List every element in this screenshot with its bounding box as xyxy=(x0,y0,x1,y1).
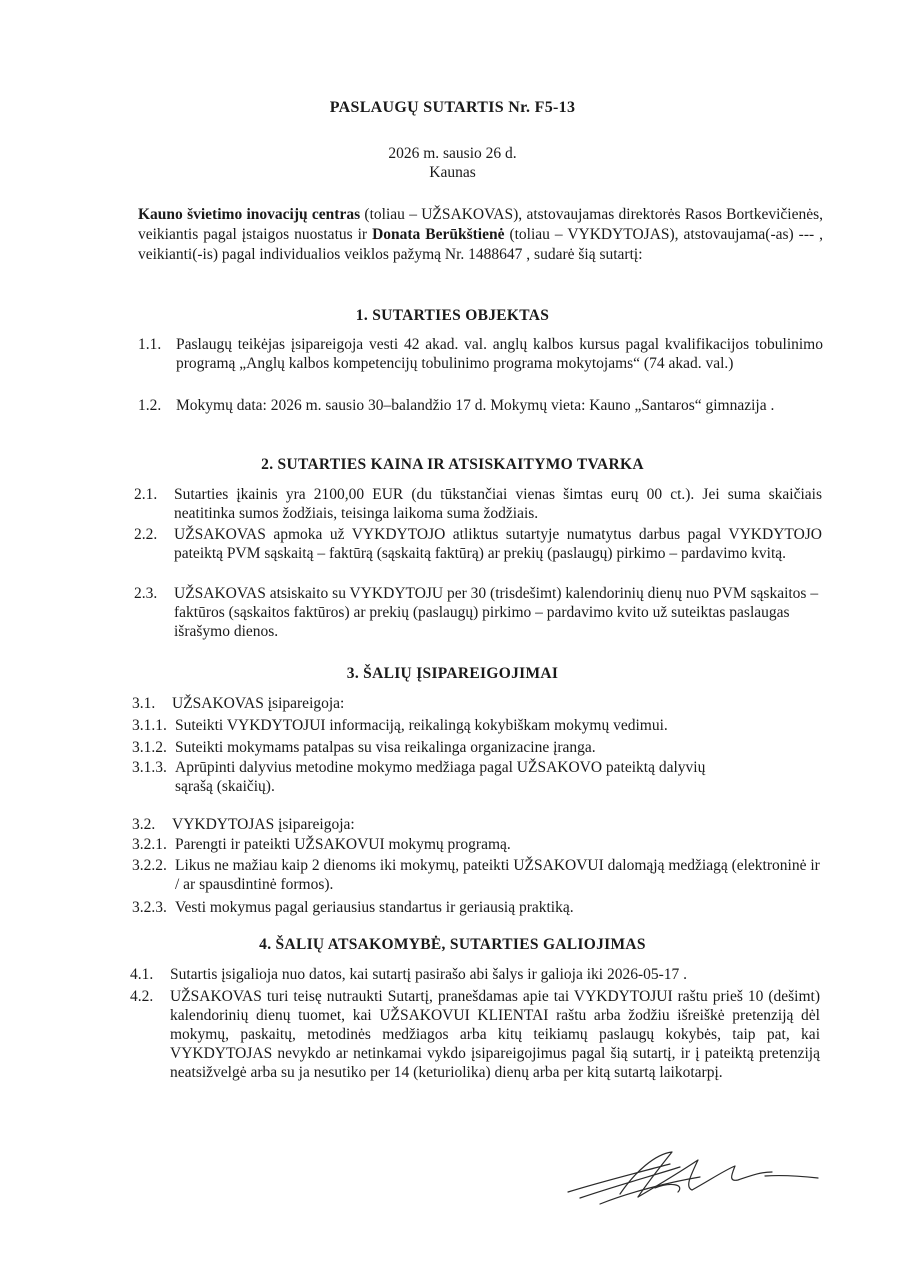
clause-text: UŽSAKOVAS atsiskaito su VYKDYTOJU per 30 (trisdešimt) kalendorinių dienų nuo PVM sąskaitos – faktūros (sąskaitos faktūros) ar prekių (paslaugų) pirkimo – pardavimo kvito už suteiktas paslaugas išrašymo dienos. xyxy=(174,585,819,640)
clause-3-1-2 xyxy=(132,738,822,757)
party1-name: Kauno švietimo inovacijų centras xyxy=(138,206,361,223)
clause-number: 1.1. xyxy=(138,336,162,353)
clause-text: UŽSAKOVAS įsipareigoja: xyxy=(172,695,345,712)
clause-3-2-2 xyxy=(132,856,822,894)
section-4-heading: 4. ŠALIŲ ATSAKOMYBĖ, SUTARTIES GALIOJIMAS xyxy=(259,936,646,953)
clause-3-1-3 xyxy=(132,758,822,796)
clause-number: 3.1. xyxy=(132,695,156,712)
clause-number: 4.1. xyxy=(130,966,154,983)
clause-2-2 xyxy=(134,525,822,563)
clause-text: Mokymų data: 2026 m. sausio 30–balandžio 17 d. Mokymų vieta: Kauno „Santaros“ gimnazija . xyxy=(176,397,775,414)
intro-text-2: (toliau – VYKDYTOJAS), atstovaujama(-as) --- , veikianti(-is) pagal individualios veiklos pažymą Nr. 1488647 , sudarė šią sutartį: xyxy=(138,226,823,263)
clause-text: Suteikti VYKDYTOJUI informaciją, reikalingą kokybiškam mokymų vedimui. xyxy=(175,717,668,734)
clause-text: UŽSAKOVAS apmoka už VYKDYTOJO atliktus sutartyje numatytus darbus pagal VYKDYTOJO pateiktą PVM sąskaitą – faktūrą (sąskaitą faktūrą) ar prekių (paslaugų) pirkimo – pardavimo kvitą. xyxy=(174,526,822,562)
clause-4-1 xyxy=(130,965,820,984)
clause-number: 3.1.3. xyxy=(132,759,167,776)
clause-text: Sutartis įsigalioja nuo datos, kai sutartį pasirašo abi šalys ir galioja iki 2026-05-17 . xyxy=(170,966,688,983)
clause-number: 2.3. xyxy=(134,585,158,602)
section-1-heading: 1. SUTARTIES OBJEKTAS xyxy=(355,307,550,324)
section-3-heading: 3. ŠALIŲ ĮSIPAREIGOJIMAI xyxy=(346,665,559,682)
clause-text: Parengti ir pateikti UŽSAKOVUI mokymų programą. xyxy=(175,836,511,853)
clause-3-2-3 xyxy=(132,898,822,917)
clause-text: Vesti mokymus pagal geriausius standartus ir geriausią praktiką. xyxy=(175,899,574,916)
clause-2-3 xyxy=(134,584,822,641)
clause-number: 3.2.2. xyxy=(132,857,167,874)
clause-number: 2.2. xyxy=(134,526,158,543)
intro-text-1: (toliau – UŽSAKOVAS), atstovaujamas direktorės Rasos Bortkevičienės, veikiantis pagal įstaigos nuostatus ir xyxy=(138,206,823,243)
clause-number: 3.2.3. xyxy=(132,899,167,916)
clause-text: Paslaugų teikėjas įsipareigoja vesti 42 akad. val. anglų kalbos kursus pagal kvalifikacijos tobulinimo programą „Anglų kalbos kompetencijų tobulinimo programa mokytojams“ (74 akad. val.) xyxy=(176,336,823,372)
clause-1-2 xyxy=(138,396,823,415)
clause-1-1 xyxy=(138,335,823,373)
clause-number: 3.2.1. xyxy=(132,836,167,853)
clause-text: Suteikti mokymams patalpas su visa reikalinga organizacine įranga. xyxy=(175,739,596,756)
clause-number: 3.2. xyxy=(132,816,156,833)
clause-number: 2.1. xyxy=(134,486,158,503)
clause-3-1-1 xyxy=(132,716,822,735)
signature-icon xyxy=(560,1142,820,1212)
clause-3-2-1 xyxy=(132,835,822,854)
clause-text: Likus ne mažiau kaip 2 dienoms iki mokymų, pateikti UŽSAKOVUI dalomąją medžiagą (elektroninė ir / ar spausdintinė formos). xyxy=(175,857,820,893)
clause-number: 4.2. xyxy=(130,988,154,1005)
clause-3-2 xyxy=(132,815,822,834)
clause-text: UŽSAKOVAS turi teisę nutraukti Sutartį, pranešdamas apie tai VYKDYTOJUI raštu prieš 10 (dešimt) kalendorinių dienų tuomet, kai UŽSAKOVUI KLIENTAI raštu arba žodžiu išreiškė pretenziją dėl mokymų, paskaitų, metodinės medžiagos arba kitų teikiamų paslaugų kokybės, taip pat, kai VYKDYTOJAS nevykdo ar netinkamai vykdo įsipareigojimus pagal šią sutartį, ir į pateiktą pretenziją neatsižvelgė arba su ja nesutiko per 14 (keturiolika) dienų arba per kitą sutartą laikotarpį. xyxy=(170,988,820,1081)
clause-3-1 xyxy=(132,694,822,713)
clause-number: 3.1.2. xyxy=(132,739,167,756)
clause-4-2 xyxy=(130,987,820,1082)
document-title: PASLAUGŲ SUTARTIS Nr. F5-13 xyxy=(329,99,576,116)
clause-number: 3.1.1. xyxy=(132,717,167,734)
clause-text: Aprūpinti dalyvius metodine mokymo medžiaga pagal UŽSAKOVO pateiktą dalyvių sąrašą (skaičių). xyxy=(175,759,706,795)
section-2-heading: 2. SUTARTIES KAINA IR ATSISKAITYMO TVARKA xyxy=(261,456,644,473)
clause-text: Sutarties įkainis yra 2100,00 EUR (du tūkstančiai vienas šimtas eurų 00 ct.). Jei suma skaičiais neatitinka sumos žodžiais, teisinga laikoma suma žodžiais. xyxy=(174,486,822,522)
document-city: Kaunas xyxy=(429,164,476,181)
document-date: 2026 m. sausio 26 d. xyxy=(388,145,517,162)
clause-2-1 xyxy=(134,485,822,523)
clause-number: 1.2. xyxy=(138,397,162,414)
intro-paragraph xyxy=(138,205,823,265)
party2-name: Donata Berūkštienė xyxy=(372,226,505,243)
clause-text: VYKDYTOJAS įsipareigoja: xyxy=(172,816,355,833)
